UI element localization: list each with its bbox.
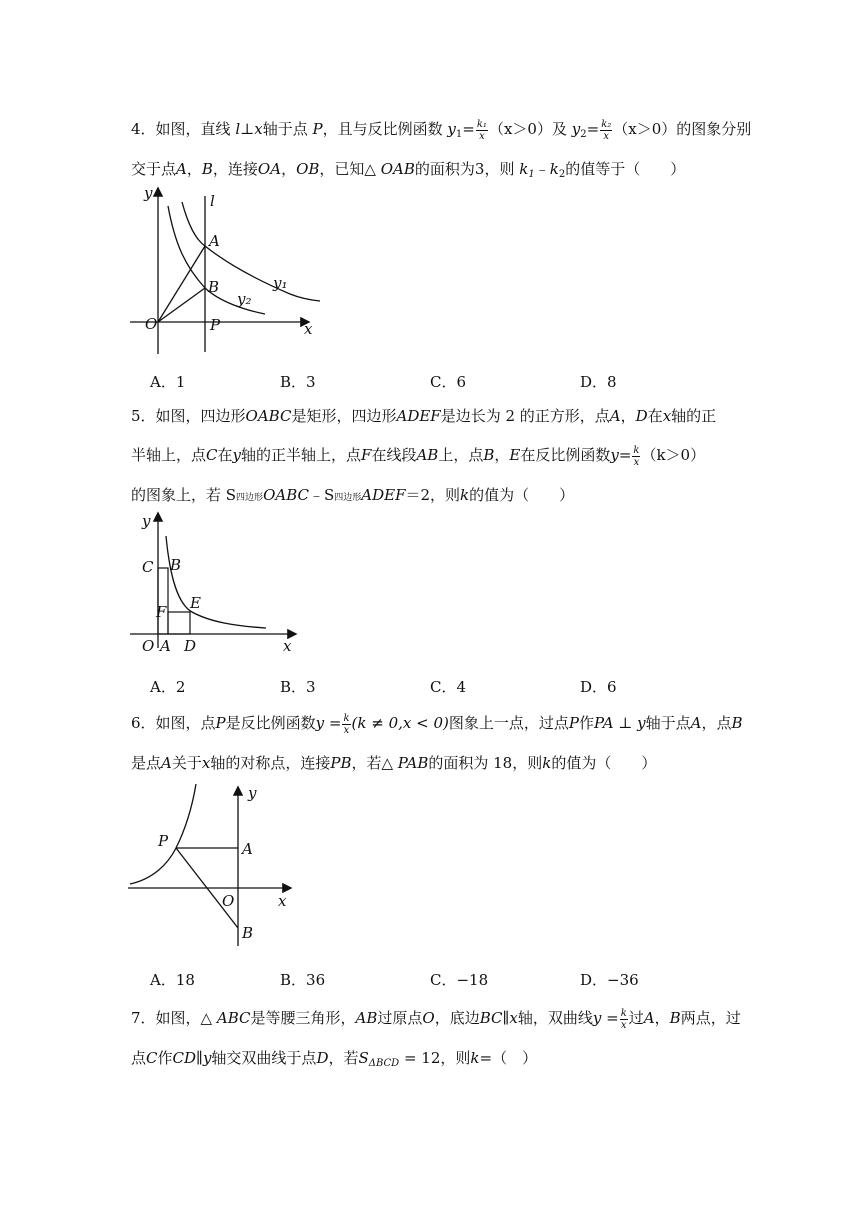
q4-sub: 1	[455, 129, 463, 140]
q4-option-c[interactable]: C．6	[430, 373, 467, 391]
q5-text: 半轴上，点	[131, 446, 207, 464]
q4-label-P: P	[210, 316, 221, 334]
q6-var: (k ≠ 0,x < 0)	[351, 714, 449, 732]
q5-text: 是矩形，四边形	[291, 407, 397, 425]
q4-var: P	[312, 120, 323, 138]
q6-text: ，若	[351, 754, 382, 772]
q4-sub: 2	[580, 129, 587, 140]
q4-var: y	[447, 120, 456, 138]
q5-label-D: D	[184, 637, 197, 655]
q5-text: 的图象上，若 S	[131, 486, 237, 504]
q4-label-l: l	[210, 192, 215, 210]
q4-perp: ⊥	[240, 120, 255, 138]
q5-option-c[interactable]: C．4	[430, 678, 467, 696]
q5-var: E	[509, 446, 521, 464]
q5-sub: 四边形	[334, 493, 362, 503]
q7-text: 过	[628, 1009, 644, 1027]
q6-var: k	[542, 754, 552, 772]
q7-var: AB	[355, 1009, 378, 1027]
q5-label-C: C	[142, 558, 154, 576]
q5-var: OABC	[263, 486, 309, 504]
q4-figure	[130, 184, 330, 354]
q6-text: ，点	[701, 714, 732, 732]
q4-eq: =	[586, 120, 600, 138]
q4-line-1	[131, 118, 751, 142]
q4-text: 轴于点	[262, 120, 308, 138]
q5-frac-den: x	[633, 456, 640, 468]
q5-text: 在反比例函数	[520, 446, 611, 464]
q4-var: OA	[257, 160, 282, 178]
q6-text: 轴于点	[645, 714, 691, 732]
q4-text: 的值等于（ ）	[565, 160, 686, 178]
q5-option-d[interactable]: D．6	[580, 678, 617, 696]
q4-option-d[interactable]: D．8	[580, 373, 617, 391]
q5-text: 5．如图，四边形	[131, 407, 246, 425]
q4-text: 及	[551, 120, 567, 138]
q4-label-y1: y₁	[273, 274, 288, 292]
q4-tri: △	[364, 160, 376, 178]
q6-label-y: y	[248, 784, 257, 802]
q5-var: ADEF	[396, 407, 441, 425]
q4-option-b[interactable]: B．3	[280, 373, 316, 391]
q5-var: A	[609, 407, 621, 425]
q4-eq: =	[462, 120, 475, 138]
q4-var: y	[571, 120, 581, 138]
q5-var: AB	[416, 446, 439, 464]
q6-var: PA ⊥ y	[593, 714, 646, 732]
q4-cond: （x＞0）	[613, 120, 677, 138]
q5-text: 是边长为 2 的正方形，点	[440, 407, 610, 425]
q5-fraction	[632, 445, 640, 468]
q7-text: 过原点	[377, 1009, 423, 1027]
q6-option-d[interactable]: D．−36	[580, 971, 639, 989]
q4-frac-num: k₂	[601, 118, 612, 130]
q6-var: PB	[330, 754, 352, 772]
q7-fraction	[620, 1008, 628, 1031]
q5-text: 在	[217, 446, 233, 464]
q6-figure	[128, 784, 303, 954]
q6-option-c[interactable]: C．−18	[430, 971, 489, 989]
q5-text: 轴的正半轴上，点	[241, 446, 362, 464]
q7-text: ，若	[328, 1049, 359, 1067]
q6-text: 的值为（ ）	[551, 754, 657, 772]
q6-var: y =	[315, 714, 342, 732]
q7-var: CD∥y	[172, 1049, 212, 1067]
q4-text: 如图，直线	[155, 120, 231, 138]
q5-frac-num: k	[633, 444, 640, 456]
q6-frac-den: x	[343, 724, 350, 736]
q7-text: 作	[157, 1049, 173, 1067]
q6-text: 关于	[171, 754, 202, 772]
q6-var: A	[690, 714, 702, 732]
q6-text: 是反比例函数	[225, 714, 316, 732]
q6-text: 的面积为 18，则	[428, 754, 543, 772]
q5-text: 在	[647, 407, 663, 425]
q5-label-E: E	[190, 594, 201, 612]
q5-label-x: x	[283, 637, 292, 655]
q7-line-2	[131, 1047, 537, 1069]
q7-sub: ΔBCD	[368, 1058, 400, 1069]
q6-fraction	[342, 713, 350, 736]
q4-segment-OB	[158, 288, 205, 322]
q4-var: OB	[296, 160, 320, 178]
q4-text: ，已知	[319, 160, 365, 178]
q5-text: 上，点	[438, 446, 484, 464]
q7-var: D	[316, 1049, 329, 1067]
q5-var: k	[460, 486, 470, 504]
q7-frac-num: k	[620, 1007, 627, 1019]
q5-var: D	[635, 407, 648, 425]
q4-minus: ﹣	[534, 160, 550, 178]
q7-text: 轴，双曲线	[517, 1009, 593, 1027]
q6-var: B	[731, 714, 743, 732]
q4-line-2	[131, 158, 685, 180]
q5-label-B: B	[170, 556, 182, 574]
q5-curve	[166, 536, 266, 628]
q5-var: B	[483, 446, 495, 464]
q5-text: ，	[620, 407, 636, 425]
q4-frac-den: x	[479, 130, 485, 142]
q7-text: =（ ）	[479, 1049, 538, 1067]
q7-var: y =	[592, 1009, 619, 1027]
q5-rect-OABC	[158, 568, 168, 634]
q5-label-A: A	[160, 637, 171, 655]
q5-var: y=	[610, 446, 632, 464]
q7-text: = 12	[399, 1049, 441, 1067]
q4-option-a[interactable]: A．1	[150, 373, 186, 391]
q6-text: 作	[578, 714, 594, 732]
q4-text: 的图象分别	[676, 120, 752, 138]
q5-var: y	[232, 446, 241, 464]
q6-label-P: P	[158, 832, 169, 850]
q6-var: △ PAB	[381, 754, 429, 772]
q6-label-B: B	[242, 924, 254, 942]
q7-var: B	[669, 1009, 681, 1027]
q4-var: k	[549, 160, 559, 178]
q6-text: 图象上一点，过点	[448, 714, 569, 732]
q4-label-y: y	[144, 184, 153, 202]
q7-text: ，则	[440, 1049, 471, 1067]
q5-var: ADEF	[361, 486, 406, 504]
q7-var: ABC	[216, 1009, 251, 1027]
q5-label-y: y	[142, 512, 151, 530]
q4-frac-num: k₁	[476, 118, 487, 130]
q4-var: l	[235, 120, 241, 138]
q5-var: C	[206, 446, 218, 464]
q6-var: P	[568, 714, 579, 732]
q7-var: BC∥x	[479, 1009, 518, 1027]
q7-text: ，	[654, 1009, 670, 1027]
q4-text: 的面积为3，则	[414, 160, 515, 178]
q6-line-1	[131, 712, 743, 736]
q5-line-2	[131, 444, 705, 468]
q7-var: k	[470, 1049, 480, 1067]
q5-text: 的值为（ ）	[469, 486, 575, 504]
q7-text: 点	[131, 1049, 147, 1067]
q5-line-3	[131, 484, 574, 505]
q6-text: 轴的对称点，连接	[210, 754, 331, 772]
q7-var: C	[146, 1049, 158, 1067]
q6-label-x: x	[278, 892, 287, 910]
q4-label-y2: y₂	[237, 290, 252, 308]
q4-label-O: O	[145, 315, 158, 333]
q5-text: ＝2，则	[405, 486, 461, 504]
q6-var: A	[161, 754, 172, 772]
q6-option-a[interactable]: A．18	[150, 971, 195, 989]
q7-var: A	[643, 1009, 655, 1027]
q4-var: A	[176, 160, 187, 178]
q5-var: OABC	[245, 407, 292, 425]
q4-number: 4．	[131, 120, 156, 138]
q4-frac-den: x	[603, 130, 610, 142]
q4-var: OAB	[380, 160, 415, 178]
q7-text: ，底边	[434, 1009, 480, 1027]
q4-text: ，	[281, 160, 297, 178]
q5-var: x	[662, 407, 672, 425]
q6-frac-num: k	[343, 712, 350, 724]
q5-text: ﹣S	[308, 486, 335, 504]
q6-label-O: O	[222, 892, 235, 910]
q7-text: 是等腰三角形，	[250, 1009, 356, 1027]
q5-label-O: O	[142, 637, 155, 655]
q6-text: 6．如图，点	[131, 714, 216, 732]
q7-tri: △	[200, 1009, 213, 1027]
q5-label-F: F	[156, 603, 167, 621]
q5-sub: 四边形	[236, 493, 264, 503]
q4-sub: 1	[528, 169, 535, 180]
q5-text: 在线段	[371, 446, 417, 464]
q4-label-x: x	[304, 320, 313, 338]
q4-fraction-k1	[476, 119, 488, 142]
q5-option-b[interactable]: B．3	[280, 678, 316, 696]
q6-var: x	[201, 754, 211, 772]
q4-var: B	[201, 160, 213, 178]
q7-text: 轴交双曲线于点	[211, 1049, 317, 1067]
q6-option-b[interactable]: B．36	[280, 971, 326, 989]
q4-text: ，	[186, 160, 202, 178]
q4-text: 交于点	[131, 160, 177, 178]
q4-cond: （x＞0）	[488, 120, 552, 138]
q7-line-1	[131, 1007, 741, 1031]
q7-frac-den: x	[620, 1019, 627, 1031]
q7-var: S	[358, 1049, 369, 1067]
q5-line-1	[131, 405, 716, 426]
q4-segment-OA	[158, 246, 205, 322]
q5-option-a[interactable]: A．2	[150, 678, 186, 696]
q4-text: ，连接	[212, 160, 258, 178]
q6-label-A: A	[242, 840, 253, 858]
q7-text: 7．如图，	[131, 1009, 201, 1027]
q4-label-B: B	[208, 278, 220, 296]
q5-text: 轴的正	[671, 407, 717, 425]
q7-text: 两点，过	[680, 1009, 741, 1027]
q5-text: （k＞0）	[641, 446, 706, 464]
q6-var: P	[215, 714, 226, 732]
q4-text: ，且与反比例函数	[322, 120, 443, 138]
q5-var: F	[361, 446, 372, 464]
q4-label-A: A	[209, 232, 220, 250]
q4-var: k	[519, 160, 529, 178]
q4-sub: 2	[558, 169, 566, 180]
q5-square-ADEF	[168, 612, 190, 634]
q6-text: 是点	[131, 754, 162, 772]
q4-var: x	[254, 120, 263, 138]
q4-fraction-k2	[600, 119, 612, 142]
q5-figure	[130, 508, 310, 658]
q6-line-2	[131, 752, 656, 773]
q5-text: ，	[494, 446, 510, 464]
q7-var: O	[422, 1009, 435, 1027]
